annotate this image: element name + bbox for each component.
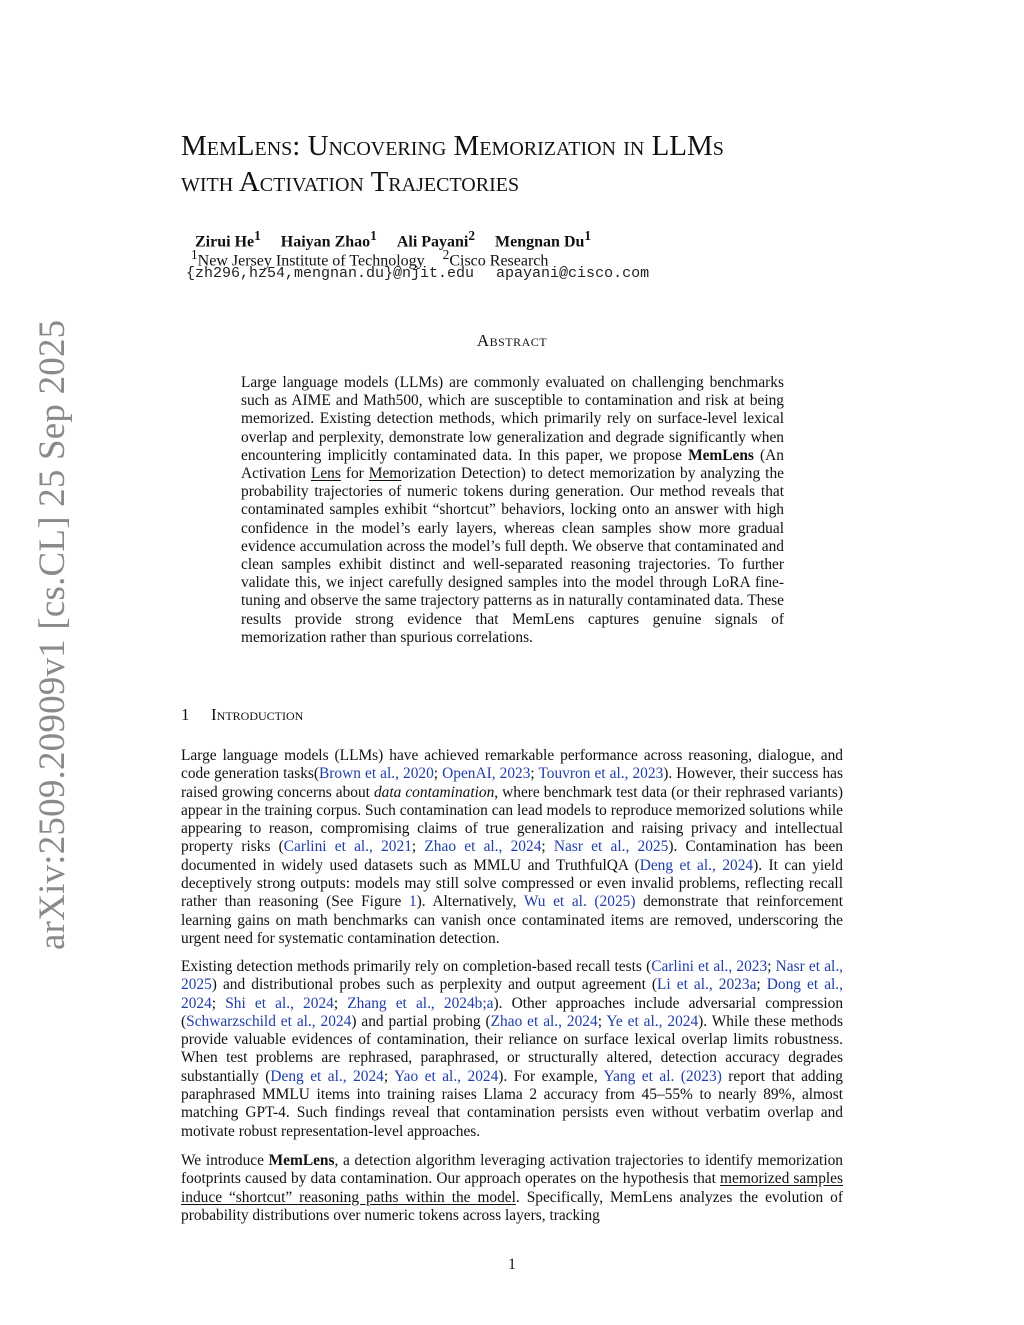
- section-title: Introduction: [211, 705, 304, 724]
- email-cisco[interactable]: apayani@cisco.com: [496, 265, 650, 282]
- author: Ali Payani$^2$: [396, 228, 476, 251]
- affiliation: $^2$Cisco Research: [442, 247, 549, 270]
- citation-link[interactable]: Zhang et al., 2024b;a: [347, 994, 494, 1012]
- abstract-text: Large language models (LLMs) are commonly evaluated on challenging benchmarks such as AIME and Math500, which are susceptible to contamination and risk at being memorized. Existing detection methods, which primarily rely on surface-level lexical overlap and perplexity, demonstrate low generalization and degrade significantly when encountering implicitly contaminated data. In this paper, we propose MemLens (An Activation Lens for Memorization Detection) to detect memorization by analyzing the probability trajectories of numeric tokens during generation. Our method reveals that contaminated samples exhibit “shortcut” behaviors, locking onto an answer with high confidence in the model’s early layers, whereas clean samples show more gradual evidence accumulation across the model’s full depth. We observe that contaminated and clean samples exhibit distinct and well-separated reasoning trajectories. To further validate this, we inject carefully designed samples into the model through LoRA fine-tuning and observe the same trajectory patterns as in naturally contaminated data. These results provide strong evidence that MemLens captures genuine signals of memorization rather than spurious correlations.: [241, 374, 784, 646]
- section-heading-introduction: [181, 705, 303, 725]
- figure-reference-link[interactable]: 1: [408, 893, 417, 911]
- citation-link[interactable]: Deng et al., 2024: [639, 856, 754, 874]
- citation-link[interactable]: Zhao et al., 2024: [490, 1012, 598, 1030]
- author-emails: [186, 265, 649, 282]
- citation-link[interactable]: Brown et al., 2020: [319, 765, 434, 783]
- email-njit[interactable]: {zh296,hz54,mengnan.du}@njit.edu: [186, 265, 475, 282]
- intro-paragraph-2: Existing detection methods primarily rely on completion-based recall tests (Carlini et al., 2023; Nasr et al., 2025) and distributional probes such as perplexity and output agreement (Li et al., 2023a; Dong et al., 2024; Shi et al., 2024; Zhang et al., 2024b;a). Other approaches include adversarial compression (Schwarzschild et al., 2024) and partial probing (Zhao et al., 2024; Ye et al., 2024). While these methods provide valuable evidences of contamination, their reliance on surface lexical overlap limits robustness. When test problems are rephrased, paraphrased, or structurally altered, detection accuracy degrades substantially (Deng et al., 2024; Yao et al., 2024). For example, Yang et al. (2023) report that adding paraphrased MMLU items into training raises Llama 2 accuracy from 45–55% to nearly 89%, almost matching GPT-4. Such findings reveal that contamination persists even without verbatim overlap and motivate robust representation-level approaches.: [181, 958, 844, 1140]
- section-number: 1: [181, 705, 190, 724]
- citation-link[interactable]: Yao et al., 2024: [394, 1067, 499, 1085]
- page-number: 1: [508, 1256, 516, 1273]
- arxiv-identifier: arXiv:2509.20909v1 [cs.CL] 25 Sep 2025: [32, 319, 73, 950]
- abstract-heading: Abstract: [476, 331, 548, 350]
- citation-link[interactable]: Yang et al. (2023): [603, 1067, 722, 1085]
- citation-link[interactable]: Touvron et al., 2023: [538, 765, 664, 783]
- citation-link[interactable]: Shi et al., 2024: [225, 994, 334, 1012]
- citation-link[interactable]: Schwarzschild et al., 2024: [186, 1012, 352, 1030]
- affiliation: $^1$New Jersey Institute of Technology: [191, 247, 425, 270]
- citation-link[interactable]: Dong et al., 2024: [181, 976, 843, 1012]
- citation-link[interactable]: Carlini et al., 2023: [651, 958, 768, 975]
- citation-link[interactable]: Wu et al. (2025): [523, 893, 636, 911]
- title-line-2: with Activation Trajectories: [181, 166, 520, 198]
- citation-link[interactable]: OpenAI, 2023: [442, 765, 531, 783]
- citation-link[interactable]: Nasr et al., 2025: [181, 958, 844, 994]
- author: Zirui He$^1$: [195, 228, 261, 251]
- title-line-1: MemLens: Uncovering Memorization in LLMs: [181, 130, 724, 162]
- paper-title: [181, 128, 881, 200]
- citation-link[interactable]: Carlini et al., 2021: [283, 838, 412, 856]
- author: Haiyan Zhao$^1$: [280, 228, 377, 251]
- citation-link[interactable]: Nasr et al., 2025: [553, 838, 669, 856]
- author: Mengnan Du$^1$: [495, 228, 592, 251]
- citation-link[interactable]: Zhao et al., 2024: [424, 838, 542, 856]
- citation-link[interactable]: Ye et al., 2024: [606, 1012, 699, 1030]
- hypothesis-underline: memorized samples induce “shortcut” reasoning paths within the model: [181, 1170, 843, 1206]
- intro-paragraph-3: We introduce MemLens, a detection algorithm leveraging activation trajectories to identify memorization footprints caused by data contamination. Our approach operates on the hypothesis that memorized samples induce “shortcut” reasoning paths within the model. Specifically, MemLens analyzes the evolution of probability distributions over numeric tokens across layers, tracking: [181, 1152, 843, 1224]
- citation-link[interactable]: Li et al., 2023a: [657, 976, 757, 994]
- citation-link[interactable]: Deng et al., 2024: [270, 1067, 384, 1085]
- intro-paragraph-1: Large language models (LLMs) have achieved remarkable performance across reasoning, dialogue, and code generation tasks(Brown et al., 2020; OpenAI, 2023; Touvron et al., 2023). However, their success has raised growing concerns about data contamination, where benchmark test data (or their rephrased variants) appear in the training corpus. Such contamination can lead models to reproduce memorized solutions while appearing to reason, compromising claims of true generalization and raising privacy and intellectual property risks (Carlini et al., 2021; Zhao et al., 2024; Nasr et al., 2025). Contamination has been documented in widely used datasets such as MMLU and TruthfulQA (Deng et al., 2024). It can yield deceptively strong outputs: models may still solve compressed or even invalid problems, reflecting recall rather than reasoning (See Figure 1). Alternatively, Wu et al. (2025) demonstrate that reinforcement learning gains on math benchmarks can vanish once contaminated items are removed, underscoring the urgent need for systematic contamination detection.: [181, 747, 843, 947]
